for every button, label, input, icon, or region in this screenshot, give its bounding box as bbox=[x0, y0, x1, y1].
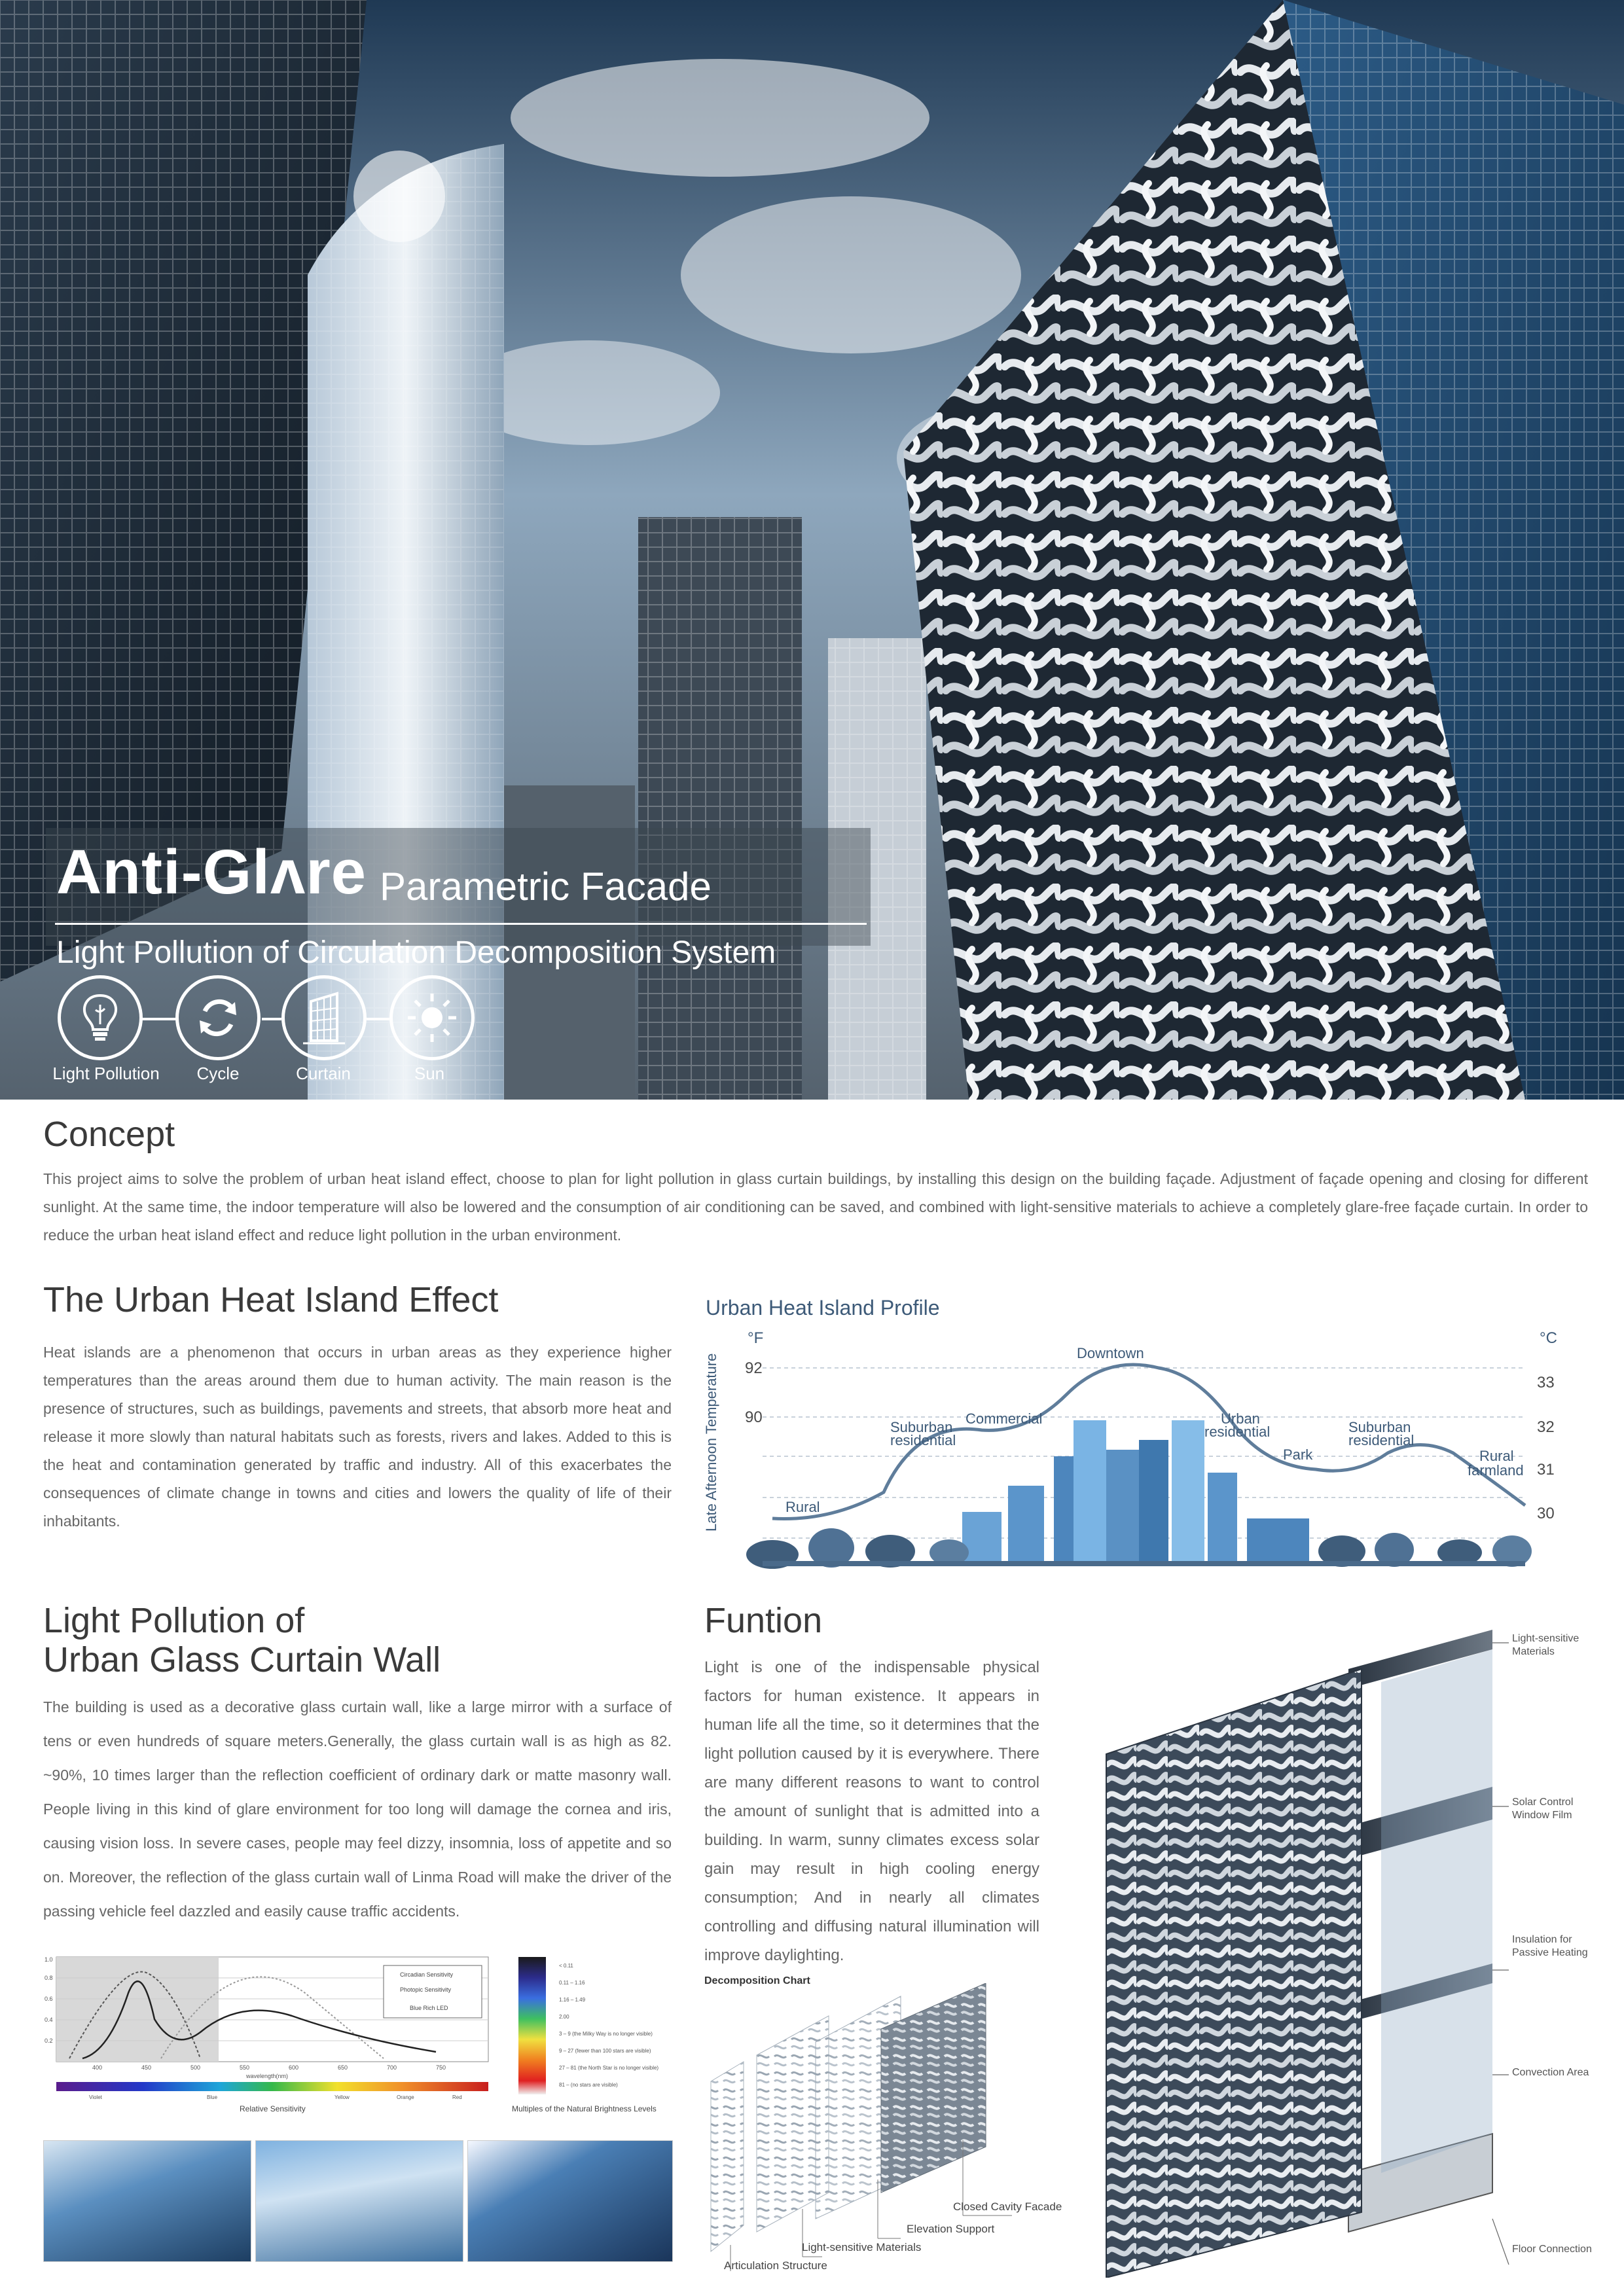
brightness-legend: 0.11 – 1.16 bbox=[559, 1980, 585, 1986]
icon-label: Light Pollution bbox=[52, 1064, 160, 1083]
y-tick: 1.0 bbox=[45, 1956, 53, 1963]
y-tick: 0.6 bbox=[45, 1996, 53, 2002]
zone-label: Rural bbox=[1479, 1448, 1514, 1464]
sun-icon bbox=[389, 975, 475, 1060]
x-tick: 700 bbox=[387, 2064, 397, 2071]
c-tick: 33 bbox=[1537, 1374, 1555, 1391]
section-label: Materials bbox=[1512, 1646, 1555, 1657]
icon-connector bbox=[367, 1018, 389, 1020]
sensitivity-caption: Relative Sensitivity bbox=[240, 2104, 306, 2113]
icon-connector bbox=[262, 1018, 281, 1020]
y-tick: 0.4 bbox=[45, 2017, 53, 2023]
brightness-legend: < 0.11 bbox=[559, 1963, 573, 1969]
x-tick: 450 bbox=[141, 2064, 152, 2071]
lp-body: The building is used as a decorative glass curtain wall, like a large mirror with a surface of tens or even hundreds of square meters.Generally, the glass curtain wall is as high as 82. ~90%, 10 times larger than the reflection coefficient of ordinary dark or matte masonry wall. People living in this kind of glare environment for too long will damage the cornea and iris, causing vision loss. In severe cases, people may feel dizzy, insomnia, loss of appetite and so on. Moreover, the reflection of the glass curtain wall of Linma Road will make the driver of the passing vehicle feel dazzled and easily cause traffic accidents. bbox=[43, 1698, 672, 1920]
f-unit: °F bbox=[748, 1329, 764, 1347]
zone-label: farmland bbox=[1468, 1462, 1524, 1479]
x-tick: 600 bbox=[289, 2064, 299, 2071]
icon-label: Curtain bbox=[296, 1064, 351, 1083]
glass-facade-photo bbox=[43, 2140, 251, 2262]
function-body: Light is one of the indispensable physical factors for human existence. It appears in human life all the time, so it determines that the light pollution caused by it is everywhere. There are many different reasons to want to control the amount of sunlight that is admitted into a building. In warm, sunny climates excess solar gain may result in high cooling energy consumption; And in nearly all climates controlling and diffusing natural illumination will improve daylighting. bbox=[704, 1659, 1039, 1964]
x-tick: 400 bbox=[92, 2064, 103, 2071]
facade-section-illustration bbox=[1074, 1630, 1525, 2278]
icon-connector bbox=[141, 1018, 177, 1020]
zone-label: Suburban bbox=[890, 1419, 953, 1435]
curtain-building-icon bbox=[281, 975, 367, 1060]
brightness-legend: 3 – 9 (the Milky Way is no longer visible) bbox=[559, 2031, 653, 2037]
zone-label: Suburban bbox=[1348, 1419, 1411, 1435]
zone-label: Rural bbox=[785, 1499, 820, 1515]
profile-ylabel: Late Afternoon Temperature bbox=[703, 1353, 719, 1532]
zone-label: Urban bbox=[1221, 1410, 1260, 1427]
x-tick: 550 bbox=[240, 2064, 250, 2071]
lightbulb-icon bbox=[58, 975, 143, 1060]
skyline-photo bbox=[467, 2140, 673, 2262]
y-tick: 0.2 bbox=[45, 2037, 53, 2044]
decomp-label: Closed Cavity Facade bbox=[953, 2200, 1062, 2213]
c-tick: 30 bbox=[1537, 1505, 1555, 1522]
spectrum-label: Yellow bbox=[334, 2094, 350, 2100]
icon-label: Sun bbox=[414, 1064, 445, 1083]
heat-island-profile-chart bbox=[700, 1322, 1597, 1577]
poster-tagline: Light Pollution of Circulation Decomposition System bbox=[56, 935, 776, 970]
section-label: Floor Connection bbox=[1512, 2244, 1592, 2255]
brightness-scale bbox=[518, 1957, 676, 2094]
brightness-legend: 2.00 bbox=[559, 2014, 569, 2020]
c-tick: 31 bbox=[1537, 1461, 1555, 1479]
spectrum-label: Orange bbox=[397, 2094, 414, 2100]
section-label: Window Film bbox=[1512, 1810, 1572, 1821]
lp-heading-1: Light Pollution of bbox=[43, 1601, 305, 1640]
decomposition-title: Decomposition Chart bbox=[704, 1975, 810, 1986]
sens-legend: Circadian Sensitivity bbox=[400, 1971, 454, 1978]
c-unit: °C bbox=[1540, 1329, 1557, 1347]
profile-title: Urban Heat Island Profile bbox=[706, 1296, 940, 1319]
concept-heading: Concept bbox=[43, 1115, 175, 1154]
cycle-icon bbox=[175, 975, 261, 1060]
lp-heading-2: Urban Glass Curtain Wall bbox=[43, 1640, 441, 1679]
decomp-label: Light-sensitive Materials bbox=[802, 2241, 922, 2253]
poster-subtitle: Parametric Facade bbox=[380, 865, 712, 908]
section-label: Insulation for bbox=[1512, 1934, 1572, 1945]
brightness-legend: 9 – 27 (fewer than 100 stars are visible) bbox=[559, 2048, 651, 2054]
y-tick: 0.8 bbox=[45, 1975, 53, 1981]
x-label: wavelength(nm) bbox=[246, 2073, 289, 2079]
zone-label: Downtown bbox=[1077, 1345, 1144, 1361]
sensitivity-chart bbox=[43, 1954, 501, 2117]
decomp-label: Articulation Structure bbox=[724, 2259, 827, 2272]
function-heading: Funtion bbox=[704, 1601, 823, 1640]
decomp-label: Elevation Support bbox=[907, 2223, 995, 2235]
x-tick: 650 bbox=[338, 2064, 348, 2071]
concept-body: This project aims to solve the problem of urban heat island effect, choose to plan for light pollution in glass curtain buildings, by installing this design on the building façade. Adjustment of façade opening and closing for different sunlight. At the same time, the indoor temperature will also be lowered and the consumption of air conditioning can be saved, and combined with light-sensitive materials to achieve a completely glare-free façade curtain. In order to reduce the urban heat island effect and reduce light pollution in the urban environment. bbox=[43, 1170, 1588, 1244]
zone-label: Commercial bbox=[965, 1410, 1043, 1427]
tower-photo bbox=[255, 2140, 463, 2262]
f-tick: 90 bbox=[745, 1408, 763, 1426]
zone-label: Park bbox=[1283, 1446, 1313, 1463]
section-label: Solar Control bbox=[1512, 1797, 1574, 1808]
sens-legend: Photopic Sensitivity bbox=[400, 1986, 452, 1993]
spectrum-label: Violet bbox=[89, 2094, 102, 2100]
zone-label: residential bbox=[1348, 1432, 1415, 1448]
uhi-body: Heat islands are a phenomenon that occurs in urban areas as they experience higher temperatures than the areas around them due to human activity. The main reason is the presence of structures, such as buildings, pavements and streets, that absorb more heat and release it more slowly than natural habitats such as forests, rivers and lakes. Added to this is the heat and contamination generated by traffic and industry. All of this exacerbates the consequences of climate change in towns and cities and lowers the quality of life of their inhabitants. bbox=[43, 1344, 672, 1530]
brightness-legend: 1.16 – 1.49 bbox=[559, 1997, 586, 2003]
zone-label: residential bbox=[1204, 1424, 1271, 1440]
uhi-heading: The Urban Heat Island Effect bbox=[43, 1280, 499, 1319]
f-tick: 92 bbox=[745, 1359, 763, 1377]
brightness-caption: Multiples of the Natural Brightness Levels bbox=[512, 2104, 657, 2113]
section-label: Passive Heating bbox=[1512, 1947, 1588, 1958]
spectrum-label: Blue bbox=[207, 2094, 218, 2100]
poster-title: Anti-Glʌre bbox=[56, 837, 367, 907]
section-label: Convection Area bbox=[1512, 2067, 1589, 2078]
section-label: Light-sensitive bbox=[1512, 1633, 1579, 1644]
c-tick: 32 bbox=[1537, 1418, 1555, 1436]
brightness-legend: 81 – (no stars are visible) bbox=[559, 2082, 618, 2088]
sens-legend: Blue Rich LED bbox=[410, 2005, 448, 2011]
zone-label: residential bbox=[890, 1432, 956, 1448]
title-divider bbox=[55, 923, 867, 925]
spectrum-label: Red bbox=[452, 2094, 462, 2100]
x-tick: 750 bbox=[436, 2064, 446, 2071]
icon-label: Cycle bbox=[196, 1064, 240, 1083]
decomposition-chart bbox=[704, 1983, 1071, 2271]
x-tick: 500 bbox=[190, 2064, 201, 2071]
brightness-legend: 27 – 81 (the North Star is no longer visible) bbox=[559, 2065, 659, 2071]
